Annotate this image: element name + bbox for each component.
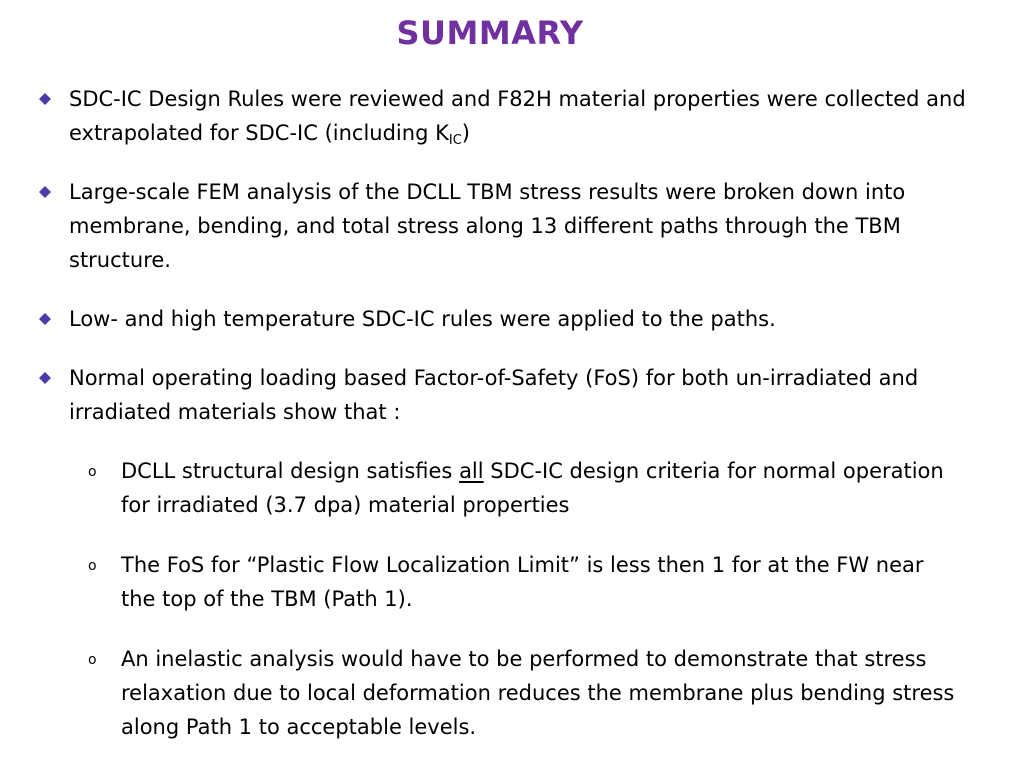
sub-bullet-item-design-criteria	[88, 454, 961, 522]
bullet-text: Large-scale FEM analysis of the DCLL TBM stress results were broken down into membrane, bending, and total stress along 13 different paths through the TBM structure.	[69, 180, 906, 272]
bullet-text: Normal operating loading based Factor-of-Safety (FoS) for both un-irradiated and irradiated materials show that :	[69, 366, 919, 424]
sub-bullet-text: An inelastic analysis would have to be performed to demonstrate that stress relaxation due to local deformation reduces the membrane plus bending stress along Path 1 to acceptable levels.	[121, 647, 955, 739]
sub-bullet-text: DCLL structural design satisfies	[121, 459, 460, 483]
circle-bullet-icon: o	[88, 558, 97, 574]
summary-content	[0, 82, 1024, 770]
diamond-bullet-icon	[39, 372, 51, 384]
sub-bullet-text-end: SDC-IC design criteria for normal operation for irradiated (3.7 dpa) material properties	[121, 459, 944, 517]
sub-bullet-text: The FoS for “Plastic Flow Localization Limit” is less then 1 for at the FW near the top of the TBM (Path 1).	[121, 553, 924, 611]
sub-bullet-item-inelastic-analysis	[88, 642, 961, 744]
sub-bullet-item-plastic-flow	[88, 548, 961, 616]
bullet-item-fem-analysis	[69, 175, 969, 277]
circle-bullet-icon: o	[88, 464, 97, 480]
diamond-bullet-icon	[39, 313, 51, 325]
circle-bullet-icon: o	[88, 652, 97, 668]
bullet-subscript: IC	[448, 133, 462, 148]
bullet-text-end: )	[461, 121, 470, 145]
diamond-bullet-icon	[39, 93, 51, 105]
bullet-item-temperature-rules	[69, 302, 969, 336]
bullet-text: Low- and high temperature SDC-IC rules were applied to the paths.	[69, 307, 776, 331]
sub-bullet-emphasis: all	[459, 459, 484, 483]
diamond-bullet-icon	[39, 186, 51, 198]
bullet-text: SDC-IC Design Rules were reviewed and F82H material properties were collected and extrapolated for SDC-IC (including K	[69, 87, 966, 145]
slide-title: SUMMARY	[396, 14, 584, 52]
bullet-item-factor-of-safety	[69, 361, 969, 429]
bullet-item-design-rules	[69, 82, 969, 150]
